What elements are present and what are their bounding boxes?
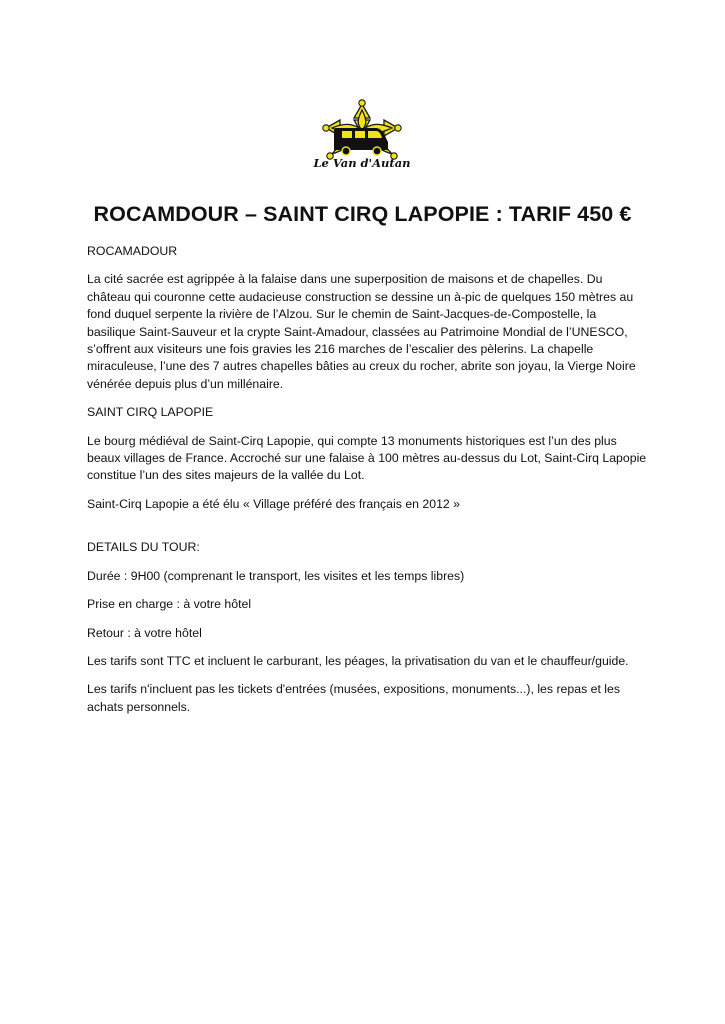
saint-cirq-paragraph: Le bourg médiéval de Saint-Cirq Lapopie, qui compte 13 monuments historiques est l’un des plus beaux villages de France. Accroché sur une falaise à 100 mètres au-dessus du Lot, Saint-Cirq Lapopie constitue l’un des sites majeurs de la vallée du Lot. [87, 433, 647, 483]
tour-pickup: Prise en charge : à votre hôtel [87, 597, 252, 612]
company-logo [306, 98, 418, 178]
document-body [87, 243, 647, 727]
tour-duration: Durée : 9H00 (comprenant le transport, les visites et les temps libres) [87, 568, 465, 583]
brand-text: Le Van d'Autan [313, 156, 411, 170]
tour-price-included: Les tarifs sont TTC et incluent le carburant, les péages, la privatisation du van et le chauffeur/guide. [87, 653, 629, 668]
rocamadour-paragraph: La cité sacrée est agrippée à la falaise dans une superposition de maisons et de chapelles. Du château qui couronne cette audacieuse construction se dessine un à-pic de quelques 150 mètres au fond duquel serpente la rivière de l’Alzou. Sur le chemin de Saint-Jacques-de-Compostelle, la basilique Saint-Sauveur et la crypte Saint-Amadour, classées au Patrimoine Mondial de l’UNESCO, s’offrent aux visiteurs une fois gravies les 216 marches de l’escalier des pèlerins. La chapelle miraculeuse, l’une des 7 autres chapelles bâties au creux du rocher, abrite son joyau, la Vierge Noire vénérée depuis plus d’un millénaire. [87, 272, 636, 391]
saint-cirq-heading: SAINT CIRQ LAPOPIE [87, 405, 214, 420]
saint-cirq-award: Saint-Cirq Lapopie a été élu « Village préféré des français en 2012 » [87, 496, 461, 511]
van-icon [334, 128, 388, 155]
tour-price-excluded: Les tarifs n'incluent pas les tickets d'entrées (musées, expositions, monuments...), les repas et les achats personnels. [87, 682, 621, 714]
rocamadour-heading: ROCAMADOUR [87, 244, 178, 258]
tour-return: Retour : à votre hôtel [87, 625, 202, 640]
page-title: ROCAMDOUR – SAINT CIRQ LAPOPIE : TARIF 450 € [93, 202, 632, 226]
tour-details-heading: DETAILS DU TOUR: [87, 540, 200, 555]
occitan-cross-van-logo [306, 98, 418, 178]
